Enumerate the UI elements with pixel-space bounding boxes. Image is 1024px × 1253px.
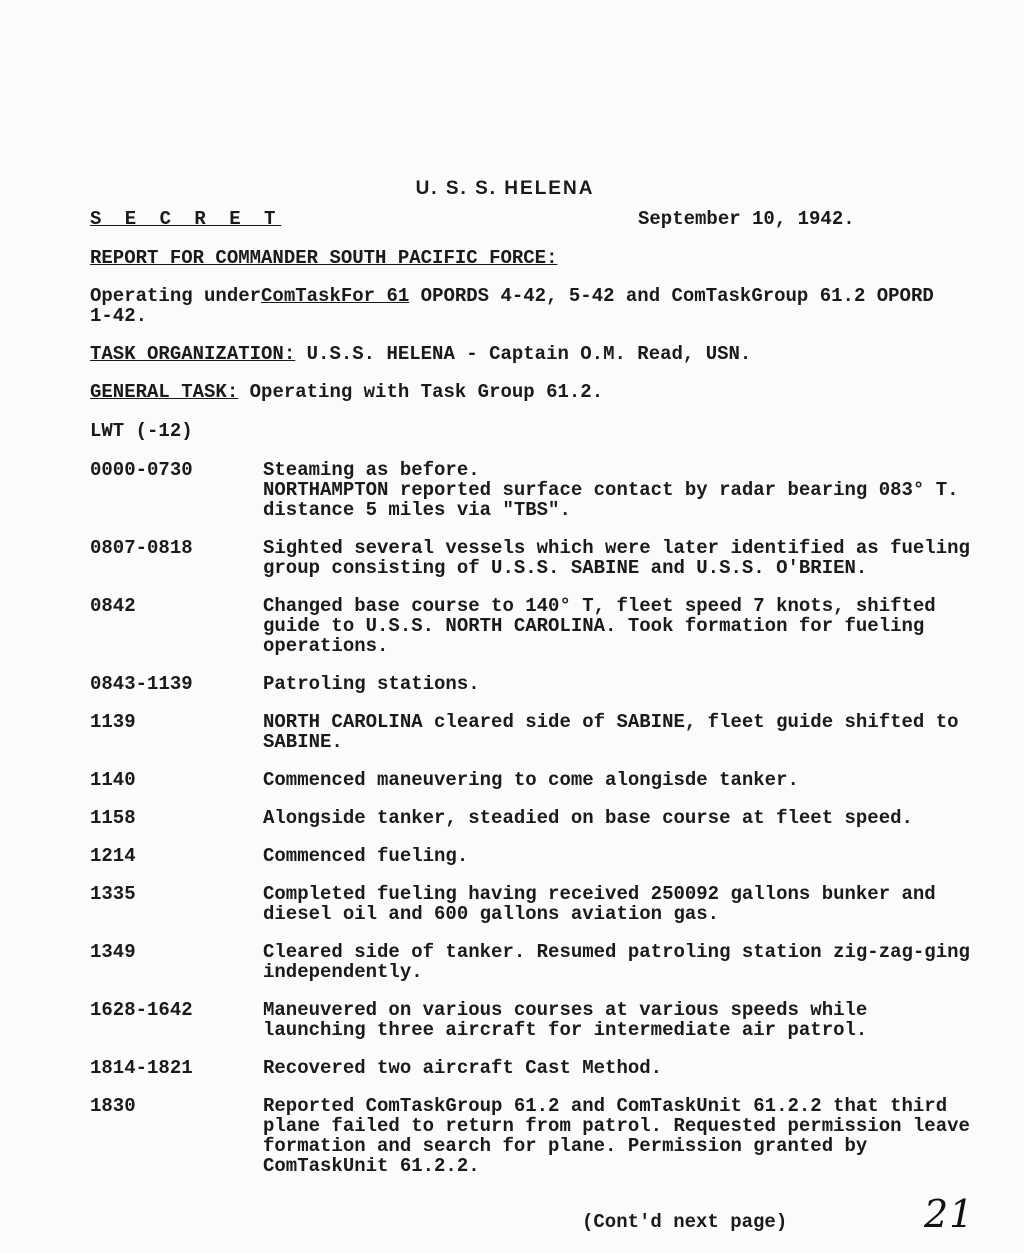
operating-paragraph xyxy=(90,286,950,326)
entry-text: Reported ComTaskGroup 61.2 and ComTaskUnit 61.2.2 that third plane failed to return from patrol. Requested permission leave formation and search for plane. Permission granted by ComTaskUnit 61.2.2. xyxy=(263,1095,970,1177)
log-entry xyxy=(90,808,980,828)
letterhead: U. S. S. HELENA xyxy=(415,178,595,199)
log-entry xyxy=(90,712,980,752)
entry-text: Commenced maneuvering to come alongisde tanker. xyxy=(263,769,799,791)
operating-prefix: Operating under xyxy=(90,285,262,307)
classification: S E C R E T xyxy=(90,208,282,230)
entry-time: 0843-1139 xyxy=(90,673,193,695)
general-task-value: Operating with Task Group 61.2. xyxy=(238,381,604,403)
general-task xyxy=(90,382,603,402)
entry-time: 1335 xyxy=(90,883,136,905)
handwritten-page-number: 21 xyxy=(924,1192,975,1236)
entry-text: Cleared side of tanker. Resumed patroling station zig-zag-ging independently. xyxy=(263,941,970,983)
time-zone: LWT (-12) xyxy=(90,420,193,442)
entry-text: Sighted several vessels which were later identified as fueling group consisting of U.S.S. SABINE and U.S.S. O'BRIEN. xyxy=(263,537,970,579)
log-entry xyxy=(90,674,980,694)
log-entry xyxy=(90,1000,980,1040)
task-organization xyxy=(90,344,751,364)
entry-text: Maneuvered on various courses at various speeds while launching three aircraft for intermediate air patrol. xyxy=(263,999,868,1041)
log-entry xyxy=(90,846,980,866)
log-entry xyxy=(90,460,980,520)
log-entry xyxy=(90,770,980,790)
continuation-note: (Cont'd next page) xyxy=(582,1211,788,1233)
entry-text: Steaming as before. NORTHAMPTON reported surface contact by radar bearing 083° T. distance 5 miles via "TBS". xyxy=(263,459,959,521)
entry-time: 1214 xyxy=(90,845,136,867)
entry-text: Completed fueling having received 250092 gallons bunker and diesel oil and 600 gallons aviation gas. xyxy=(263,883,936,925)
report-heading: REPORT FOR COMMANDER SOUTH PACIFIC FORCE: xyxy=(90,247,558,269)
log-entry xyxy=(90,942,980,982)
entry-time: 1139 xyxy=(90,711,136,733)
entry-text: Patroling stations. xyxy=(263,673,480,695)
operating-underlined: ComTaskFor 61 xyxy=(261,285,410,307)
task-organization-label: TASK ORGANIZATION: xyxy=(90,343,296,365)
entry-time: 0807-0818 xyxy=(90,537,193,559)
log-entry xyxy=(90,596,980,656)
entry-time: 1158 xyxy=(90,807,136,829)
entry-time: 1349 xyxy=(90,941,136,963)
entry-time: 0000-0730 xyxy=(90,459,193,481)
entry-text: Commenced fueling. xyxy=(263,845,469,867)
entry-text: Changed base course to 140° T, fleet speed 7 knots, shifted guide to U.S.S. NORTH CAROLINA. Took formation for fueling operations. xyxy=(263,595,936,657)
log-entry xyxy=(90,884,980,924)
entry-time: 0842 xyxy=(90,595,136,617)
entry-time: 1628-1642 xyxy=(90,999,193,1021)
log-entry xyxy=(90,538,980,578)
entry-text: NORTH CAROLINA cleared side of SABINE, fleet guide shifted to SABINE. xyxy=(263,711,959,753)
operating-rest: OPORDS 4-42, 5-42 and ComTaskGroup 61.2 OPORD 1-42. xyxy=(90,285,934,327)
task-organization-value: U.S.S. HELENA - Captain O.M. Read, USN. xyxy=(295,343,752,365)
log-entry xyxy=(90,1058,980,1078)
entry-text: Recovered two aircraft Cast Method. xyxy=(263,1057,663,1079)
log-entry xyxy=(90,1096,980,1176)
general-task-label: GENERAL TASK: xyxy=(90,381,239,403)
entry-time: 1140 xyxy=(90,769,136,791)
entry-time: 1830 xyxy=(90,1095,136,1117)
entry-text: Alongside tanker, steadied on base course at fleet speed. xyxy=(263,807,913,829)
entry-time: 1814-1821 xyxy=(90,1057,193,1079)
date: September 10, 1942. xyxy=(638,208,855,230)
log-entries xyxy=(90,460,980,1176)
